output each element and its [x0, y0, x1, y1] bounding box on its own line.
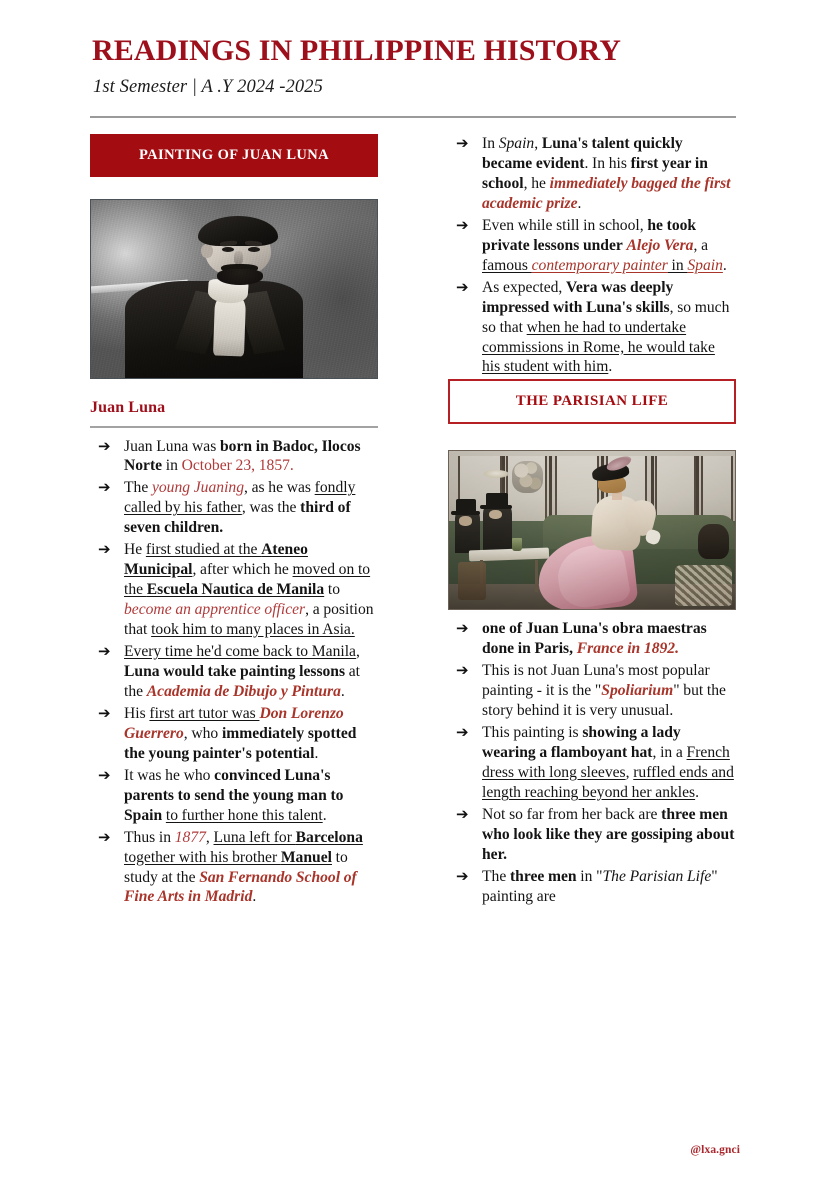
list-item-text: His first art tutor was Don Lorenzo Guerrero, who immediately spotted the young painter's potential. — [124, 704, 357, 762]
list-item-text: In Spain, Luna's talent quickly became evident. In his first year in school, he immediately bagged the first academic prize. — [482, 135, 731, 212]
arrow-right-icon: ➔ — [98, 703, 111, 722]
list-item-text: Juan Luna was born in Badoc, Ilocos Norte in October 23, 1857. — [124, 437, 361, 475]
arrow-right-icon: ➔ — [456, 723, 469, 742]
arrow-right-icon: ➔ — [456, 215, 469, 234]
list-item — [448, 867, 736, 907]
list-item-text: Every time he'd come back to Manila, Luna would take painting lessons at the Academia de Dibujo y Pintura. — [124, 643, 361, 700]
caption-divider — [90, 426, 378, 428]
arrow-right-icon: ➔ — [456, 805, 469, 824]
arrow-right-icon: ➔ — [98, 540, 111, 559]
page-subtitle: 1st Semester | A .Y 2024 -2025 — [93, 77, 323, 97]
right-bottom-bullet-list — [448, 619, 736, 906]
figure-caption-juan-luna: Juan Luna — [90, 398, 166, 416]
arrow-right-icon: ➔ — [98, 642, 111, 661]
photo-grain-overlay — [91, 200, 377, 378]
list-item-text: He first studied at the Ateneo Municipal, after which he moved on to the Escuela Nautica de Manila to become an apprentice officer, a position that took him to many places in Asia. — [124, 541, 374, 639]
arrow-right-icon: ➔ — [98, 478, 111, 497]
list-item — [90, 540, 378, 640]
arrow-right-icon: ➔ — [456, 661, 469, 680]
list-item — [448, 661, 736, 721]
arrow-right-icon: ➔ — [456, 866, 469, 885]
list-item-text: The three men in "The Parisian Life" painting are — [482, 867, 718, 905]
juan-luna-portrait-photo — [90, 199, 378, 379]
list-item — [90, 437, 378, 477]
portrait-photo-canvas — [91, 200, 377, 378]
page-title: READINGS IN PHILIPPINE HISTORY — [92, 34, 621, 67]
list-item-text: It was he who convinced Luna's parents to send the young man to Spain to further hone this talent. — [124, 766, 344, 824]
list-item-text: Thus in 1877, Luna left for Barcelona together with his brother Manuel to study at the San Fernando School of Fine Arts in Madrid. — [124, 828, 363, 906]
section-banner-painting-of-juan-luna: PAINTING OF JUAN LUNA — [90, 134, 378, 177]
list-item — [90, 478, 378, 538]
list-item-text: This is not Juan Luna's most popular painting - it is the "Spoliarium" but the story behind it is very unusual. — [482, 662, 726, 720]
list-item — [90, 828, 378, 908]
list-item-text: one of Juan Luna's obra maestras done in Paris, France in 1892. — [482, 620, 707, 658]
arrow-right-icon: ➔ — [456, 619, 469, 638]
header-divider — [90, 116, 736, 118]
list-item — [90, 704, 378, 764]
left-column — [90, 134, 378, 909]
list-item — [448, 278, 736, 378]
the-parisian-life-painting — [448, 450, 736, 610]
list-item — [448, 134, 736, 214]
list-item — [448, 216, 736, 276]
section-banner-the-parisian-life: THE PARISIAN LIFE — [448, 379, 736, 424]
painting-varnish-overlay — [449, 451, 735, 609]
list-item-text: Even while still in school, he took private lessons under Alejo Vera, a famous contemporary painter in Spain. — [482, 216, 727, 274]
list-item — [90, 642, 378, 702]
left-bullet-list — [90, 437, 378, 908]
right-top-bullet-list — [448, 134, 736, 377]
arrow-right-icon: ➔ — [456, 134, 469, 152]
arrow-right-icon: ➔ — [98, 436, 111, 455]
list-item-text: This painting is showing a lady wearing a flamboyant hat, in a French dress with long sleeves, ruffled ends and length reaching beyond her ankles. — [482, 724, 734, 802]
document-header — [90, 34, 740, 118]
list-item-text: The young Juaning, as he was fondly called by his father, was the third of seven children. — [124, 479, 356, 537]
list-item-text: Not so far from her back are three men who look like they are gossiping about her. — [482, 806, 735, 863]
arrow-right-icon: ➔ — [98, 765, 111, 784]
list-item — [448, 805, 736, 865]
arrow-right-icon: ➔ — [98, 827, 111, 846]
right-column — [448, 134, 736, 909]
list-item-text: As expected, Vera was deeply impressed with Luna's skills, so much so that when he had to undertake commissions in Rome, he would take his student with him. — [482, 278, 730, 376]
arrow-right-icon: ➔ — [456, 277, 469, 296]
list-item — [448, 619, 736, 659]
painting-canvas — [449, 451, 735, 609]
list-item — [90, 766, 378, 826]
content-columns — [90, 134, 740, 909]
watermark: @lxa.gnci — [690, 1144, 740, 1156]
list-item — [448, 723, 736, 803]
